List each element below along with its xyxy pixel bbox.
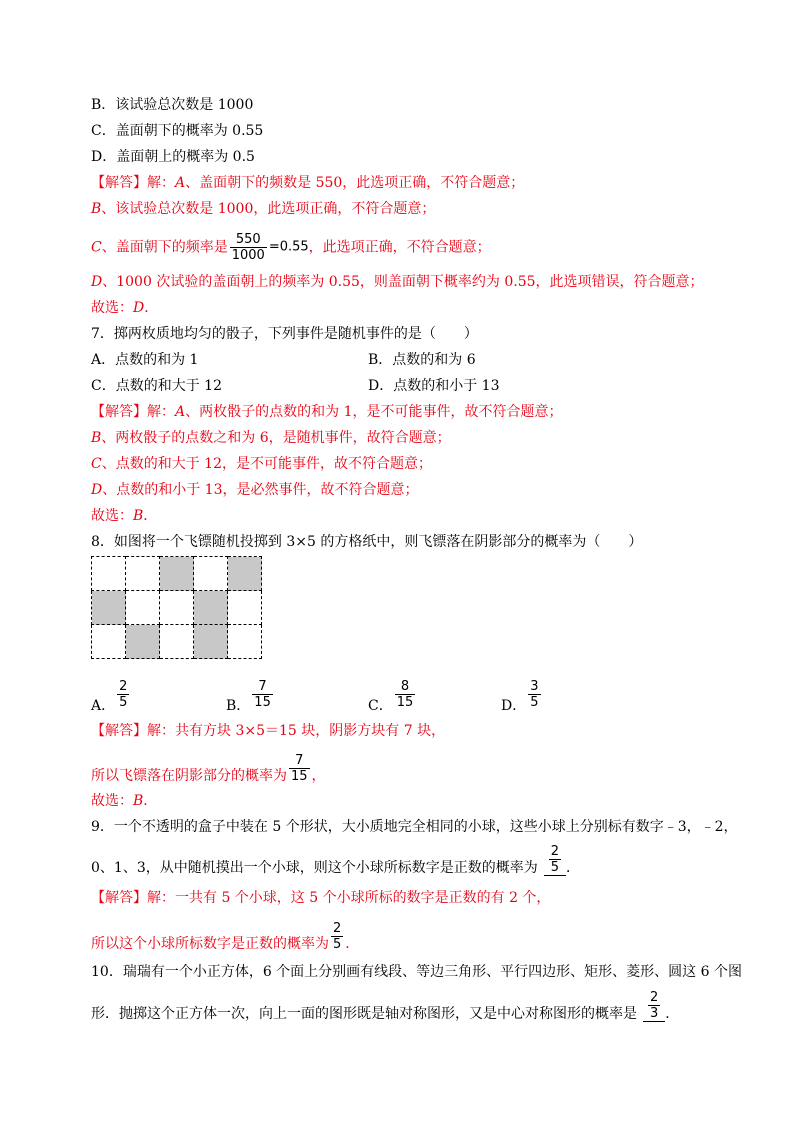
q8-option-a: A． $\frac{2}{5}$ <box>91 679 128 714</box>
answer-tag: 【解答】解： <box>91 404 175 420</box>
grid-cell <box>228 625 262 659</box>
grid-cell-shaded <box>126 625 160 659</box>
grid-row <box>92 625 262 659</box>
grid-cell <box>92 625 126 659</box>
q8-option-b: B． $\frac{7}{15}$ <box>226 679 271 714</box>
q8-answer-line-2: 所以飞镖落在阴影部分的概率为 $\frac{7}{15}$ ， <box>91 753 326 784</box>
q10-stem-line-2: 形．抛掷这个正方体一次，向上一面的图形既是轴对称图形，又是中心对称图形的概率是 $\frac{2}{3}$ ． <box>91 990 680 1022</box>
grid-cell-shaded <box>160 557 194 591</box>
grid-cell <box>194 557 228 591</box>
q8-choose: 故选：B． <box>91 793 158 809</box>
grid-cell <box>160 591 194 625</box>
fraction: $\frac{7}{15}$ <box>291 753 308 784</box>
q7-option-b: B．点数的和为 6 <box>368 352 476 368</box>
q7-option-a: A．点数的和为 1 <box>91 352 199 368</box>
q7-option-d: D．点数的和小于 13 <box>368 378 500 394</box>
q6-answer-line-2: B、该试验总次数是 1000，此选项正确，不符合题意； <box>91 201 436 217</box>
q7-answer-line-1: 【解答】解：A、两枚骰子的点数的和为 1，是不可能事件，故不符合题意； <box>91 404 563 420</box>
q9-answer-line-2: 所以这个小球所标数字是正数的概率为 $\frac{2}{5}$ ． <box>91 921 360 952</box>
q6-answer-line-4: D、1000 次试验的盖面朝上的频率为 0.55，则盖面朝下概率约为 0.55，此选项错误，符合题意； <box>91 274 704 290</box>
grid-cell <box>126 591 160 625</box>
grid-cell-shaded <box>194 591 228 625</box>
q7-answer-line-3: C、点数的和大于 12，是不可能事件，故不符合题意； <box>91 456 432 472</box>
fraction: $\frac{2}{5}$ <box>333 921 342 952</box>
q9-answer-line-1: 【解答】解：一共有 5 个小球，这 5 个小球所标的数字是正数的有 2 个， <box>91 890 551 906</box>
answer-tag: 【解答】解： <box>91 175 175 191</box>
q8-option-c: C． $\frac{8}{15}$ <box>368 679 414 714</box>
grid-cell <box>126 557 160 591</box>
fraction: $\frac{550}{1000}$ <box>231 232 265 263</box>
grid-cell-shaded <box>92 591 126 625</box>
q10-stem-line-1: 10．瑞瑞有一个小正方体，6 个面上分别画有线段、等边三角形、平行四边形、矩形、菱形、圆这 6 个图 <box>91 964 742 980</box>
fraction: $\frac{7}{15}$ <box>254 679 271 710</box>
q6-option-d: D．盖面朝上的概率为 0.5 <box>91 149 255 165</box>
grid-cell-shaded <box>194 625 228 659</box>
q6-option-b: B．该试验总次数是 1000 <box>91 97 254 113</box>
q7-option-c: C．点数的和大于 12 <box>91 378 222 394</box>
fraction: $\frac{2}{5}$ <box>119 679 128 710</box>
fraction: $\frac{2}{3}$ <box>650 990 659 1021</box>
grid-cell <box>160 625 194 659</box>
fraction: $\frac{8}{15}$ <box>396 679 414 710</box>
answer-blank <box>643 990 665 1022</box>
answer-blank <box>544 844 566 876</box>
q9-stem-line-1: 9．一个不透明的盒子中装在 5 个形状，大小质地完全相同的小球，这些小球上分别标有数字﹣3，﹣2， <box>91 819 738 835</box>
grid-row <box>92 591 262 625</box>
q8-grid-figure <box>91 556 262 659</box>
q9-stem-line-2: 0、1、3，从中随机摸出一个小球，则这个小球所标数字是正数的概率为 $\frac{2}{5}$ ． <box>91 844 581 876</box>
q7-answer-line-4: D、点数的和小于 13，是必然事件，故不符合题意； <box>91 482 419 498</box>
q7-choose: 故选：B． <box>91 508 158 524</box>
q7-answer-line-2: B、两枚骰子的点数之和为 6，是随机事件，故符合题意； <box>91 430 451 446</box>
q8-option-d: D． $\frac{3}{5}$ <box>501 679 539 714</box>
grid-cell-shaded <box>228 557 262 591</box>
fraction: $\frac{3}{5}$ <box>530 679 539 710</box>
q7-stem: 7．掷两枚质地均匀的骰子，下列事件是随机事件的是（ ） <box>91 326 478 342</box>
q8-answer-line-1: 【解答】解：共有方块 3×5＝15 块，阴影方块有 7 块， <box>91 723 446 739</box>
grid-row <box>92 557 262 591</box>
q6-answer-line-1: 【解答】解：A、盖面朝下的频数是 550，此选项正确，不符合题意； <box>91 175 525 191</box>
q8-stem: 8．如图将一个飞镖随机投掷到 3×5 的方格纸中，则飞镖落在阴影部分的概率为（ ） <box>91 534 643 550</box>
fraction: $\frac{2}{5}$ <box>550 844 560 875</box>
q6-answer-line-3: C、盖面朝下的频率是 $\frac{550}{1000}$ =0.55，此选项正确，不符合题意； <box>91 232 491 263</box>
q6-choose: 故选：D． <box>91 300 159 316</box>
grid-cell <box>92 557 126 591</box>
q6-option-c: C．盖面朝下的概率为 0.55 <box>91 123 264 139</box>
grid-cell <box>228 591 262 625</box>
